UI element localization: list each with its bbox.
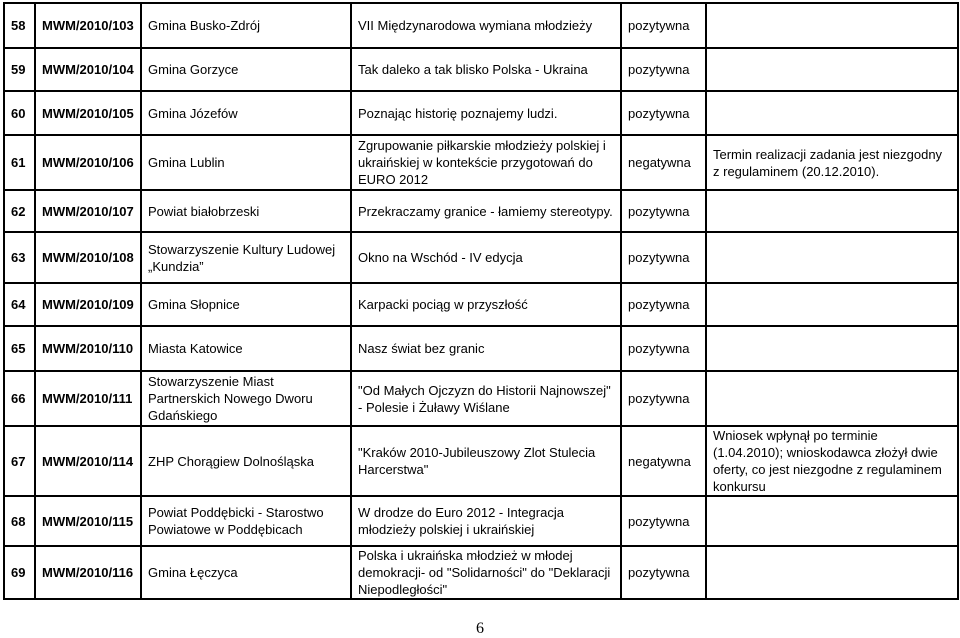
remarks: Wniosek wpłynął po terminie (1.04.2010); wnioskodawca złożył dwie oferty, co jest niezgodne z regulaminem konkursu — [706, 426, 958, 496]
decision-value: pozytywna — [621, 283, 706, 326]
table-row — [4, 496, 958, 546]
project-title: "Od Małych Ojczyzn do Historii Najnowszej" - Polesie i Żuławy Wiślane — [351, 371, 621, 426]
project-title: Okno na Wschód - IV edycja — [351, 232, 621, 283]
decision-value: pozytywna — [621, 496, 706, 546]
applicant-name: Miasta Katowice — [141, 326, 351, 371]
decision-value: pozytywna — [621, 546, 706, 599]
applicant-name: Gmina Łęczyca — [141, 546, 351, 599]
applicant-name: Stowarzyszenie Miast Partnerskich Nowego Dworu Gdańskiego — [141, 371, 351, 426]
applicant-name: Gmina Słopnice — [141, 283, 351, 326]
table-row — [4, 283, 958, 326]
remarks — [706, 496, 958, 546]
project-title: Tak daleko a tak blisko Polska - Ukraina — [351, 48, 621, 91]
project-title: W drodze do Euro 2012 - Integracja młodzieży polskiej i ukraińskiej — [351, 496, 621, 546]
table-row — [4, 232, 958, 283]
application-number: MWM/2010/104 — [35, 48, 141, 91]
row-lp: 60 — [4, 91, 35, 135]
decision-value: pozytywna — [621, 326, 706, 371]
remarks — [706, 326, 958, 371]
remarks — [706, 3, 958, 48]
row-lp: 62 — [4, 190, 35, 232]
project-title: "Kraków 2010-Jubileuszowy Zlot Stulecia Harcerstwa" — [351, 426, 621, 496]
table-row — [4, 326, 958, 371]
decision-value: pozytywna — [621, 190, 706, 232]
table-row — [4, 135, 958, 190]
project-title: VII Międzynarodowa wymiana młodzieży — [351, 3, 621, 48]
applicant-name: Powiat Poddębicki - Starostwo Powiatowe w Poddębicach — [141, 496, 351, 546]
applicant-name: Gmina Busko-Zdrój — [141, 3, 351, 48]
row-lp: 69 — [4, 546, 35, 599]
application-number: MWM/2010/109 — [35, 283, 141, 326]
table-row — [4, 546, 958, 599]
project-title: Polska i ukraińska młodzież w młodej demokracji- od "Solidarności" do "Deklaracji Niepodległości" — [351, 546, 621, 599]
project-title: Przekraczamy granice - łamiemy stereotypy. — [351, 190, 621, 232]
application-number: MWM/2010/107 — [35, 190, 141, 232]
decision-value: pozytywna — [621, 232, 706, 283]
applicant-name: Gmina Lublin — [141, 135, 351, 190]
remarks — [706, 283, 958, 326]
applicant-name: Gmina Gorzyce — [141, 48, 351, 91]
remarks — [706, 546, 958, 599]
decision-value: pozytywna — [621, 371, 706, 426]
applicant-name: Gmina Józefów — [141, 91, 351, 135]
row-lp: 67 — [4, 426, 35, 496]
row-lp: 65 — [4, 326, 35, 371]
application-number: MWM/2010/103 — [35, 3, 141, 48]
table-row — [4, 91, 958, 135]
decision-value: pozytywna — [621, 48, 706, 91]
project-title: Poznając historię poznajemy ludzi. — [351, 91, 621, 135]
table-row — [4, 190, 958, 232]
application-number: MWM/2010/115 — [35, 496, 141, 546]
row-lp: 64 — [4, 283, 35, 326]
decision-value: negatywna — [621, 135, 706, 190]
row-lp: 68 — [4, 496, 35, 546]
decision-value: pozytywna — [621, 91, 706, 135]
table-row — [4, 48, 958, 91]
row-lp: 66 — [4, 371, 35, 426]
application-number: MWM/2010/108 — [35, 232, 141, 283]
application-number: MWM/2010/116 — [35, 546, 141, 599]
table-row — [4, 371, 958, 426]
applicant-name: Stowarzyszenie Kultury Ludowej „Kundzia” — [141, 232, 351, 283]
decision-value: negatywna — [621, 426, 706, 496]
remarks: Termin realizacji zadania jest niezgodny z regulaminem (20.12.2010). — [706, 135, 958, 190]
row-lp: 58 — [4, 3, 35, 48]
applicant-name: ZHP Chorągiew Dolnośląska — [141, 426, 351, 496]
remarks — [706, 91, 958, 135]
application-number: MWM/2010/114 — [35, 426, 141, 496]
row-lp: 63 — [4, 232, 35, 283]
table-row — [4, 426, 958, 496]
project-title: Karpacki pociąg w przyszłość — [351, 283, 621, 326]
application-number: MWM/2010/106 — [35, 135, 141, 190]
remarks — [706, 371, 958, 426]
row-lp: 59 — [4, 48, 35, 91]
remarks — [706, 232, 958, 283]
application-number: MWM/2010/105 — [35, 91, 141, 135]
remarks — [706, 190, 958, 232]
application-number: MWM/2010/111 — [35, 371, 141, 426]
table-row — [4, 3, 958, 48]
applicant-name: Powiat białobrzeski — [141, 190, 351, 232]
remarks — [706, 48, 958, 91]
application-number: MWM/2010/110 — [35, 326, 141, 371]
grant-decisions-table — [3, 2, 959, 600]
page-number: 6 — [476, 620, 484, 637]
project-title: Nasz świat bez granic — [351, 326, 621, 371]
row-lp: 61 — [4, 135, 35, 190]
decision-value: pozytywna — [621, 3, 706, 48]
project-title: Zgrupowanie piłkarskie młodzieży polskiej i ukraińskiej w kontekście przygotowań do EURO 2012 — [351, 135, 621, 190]
